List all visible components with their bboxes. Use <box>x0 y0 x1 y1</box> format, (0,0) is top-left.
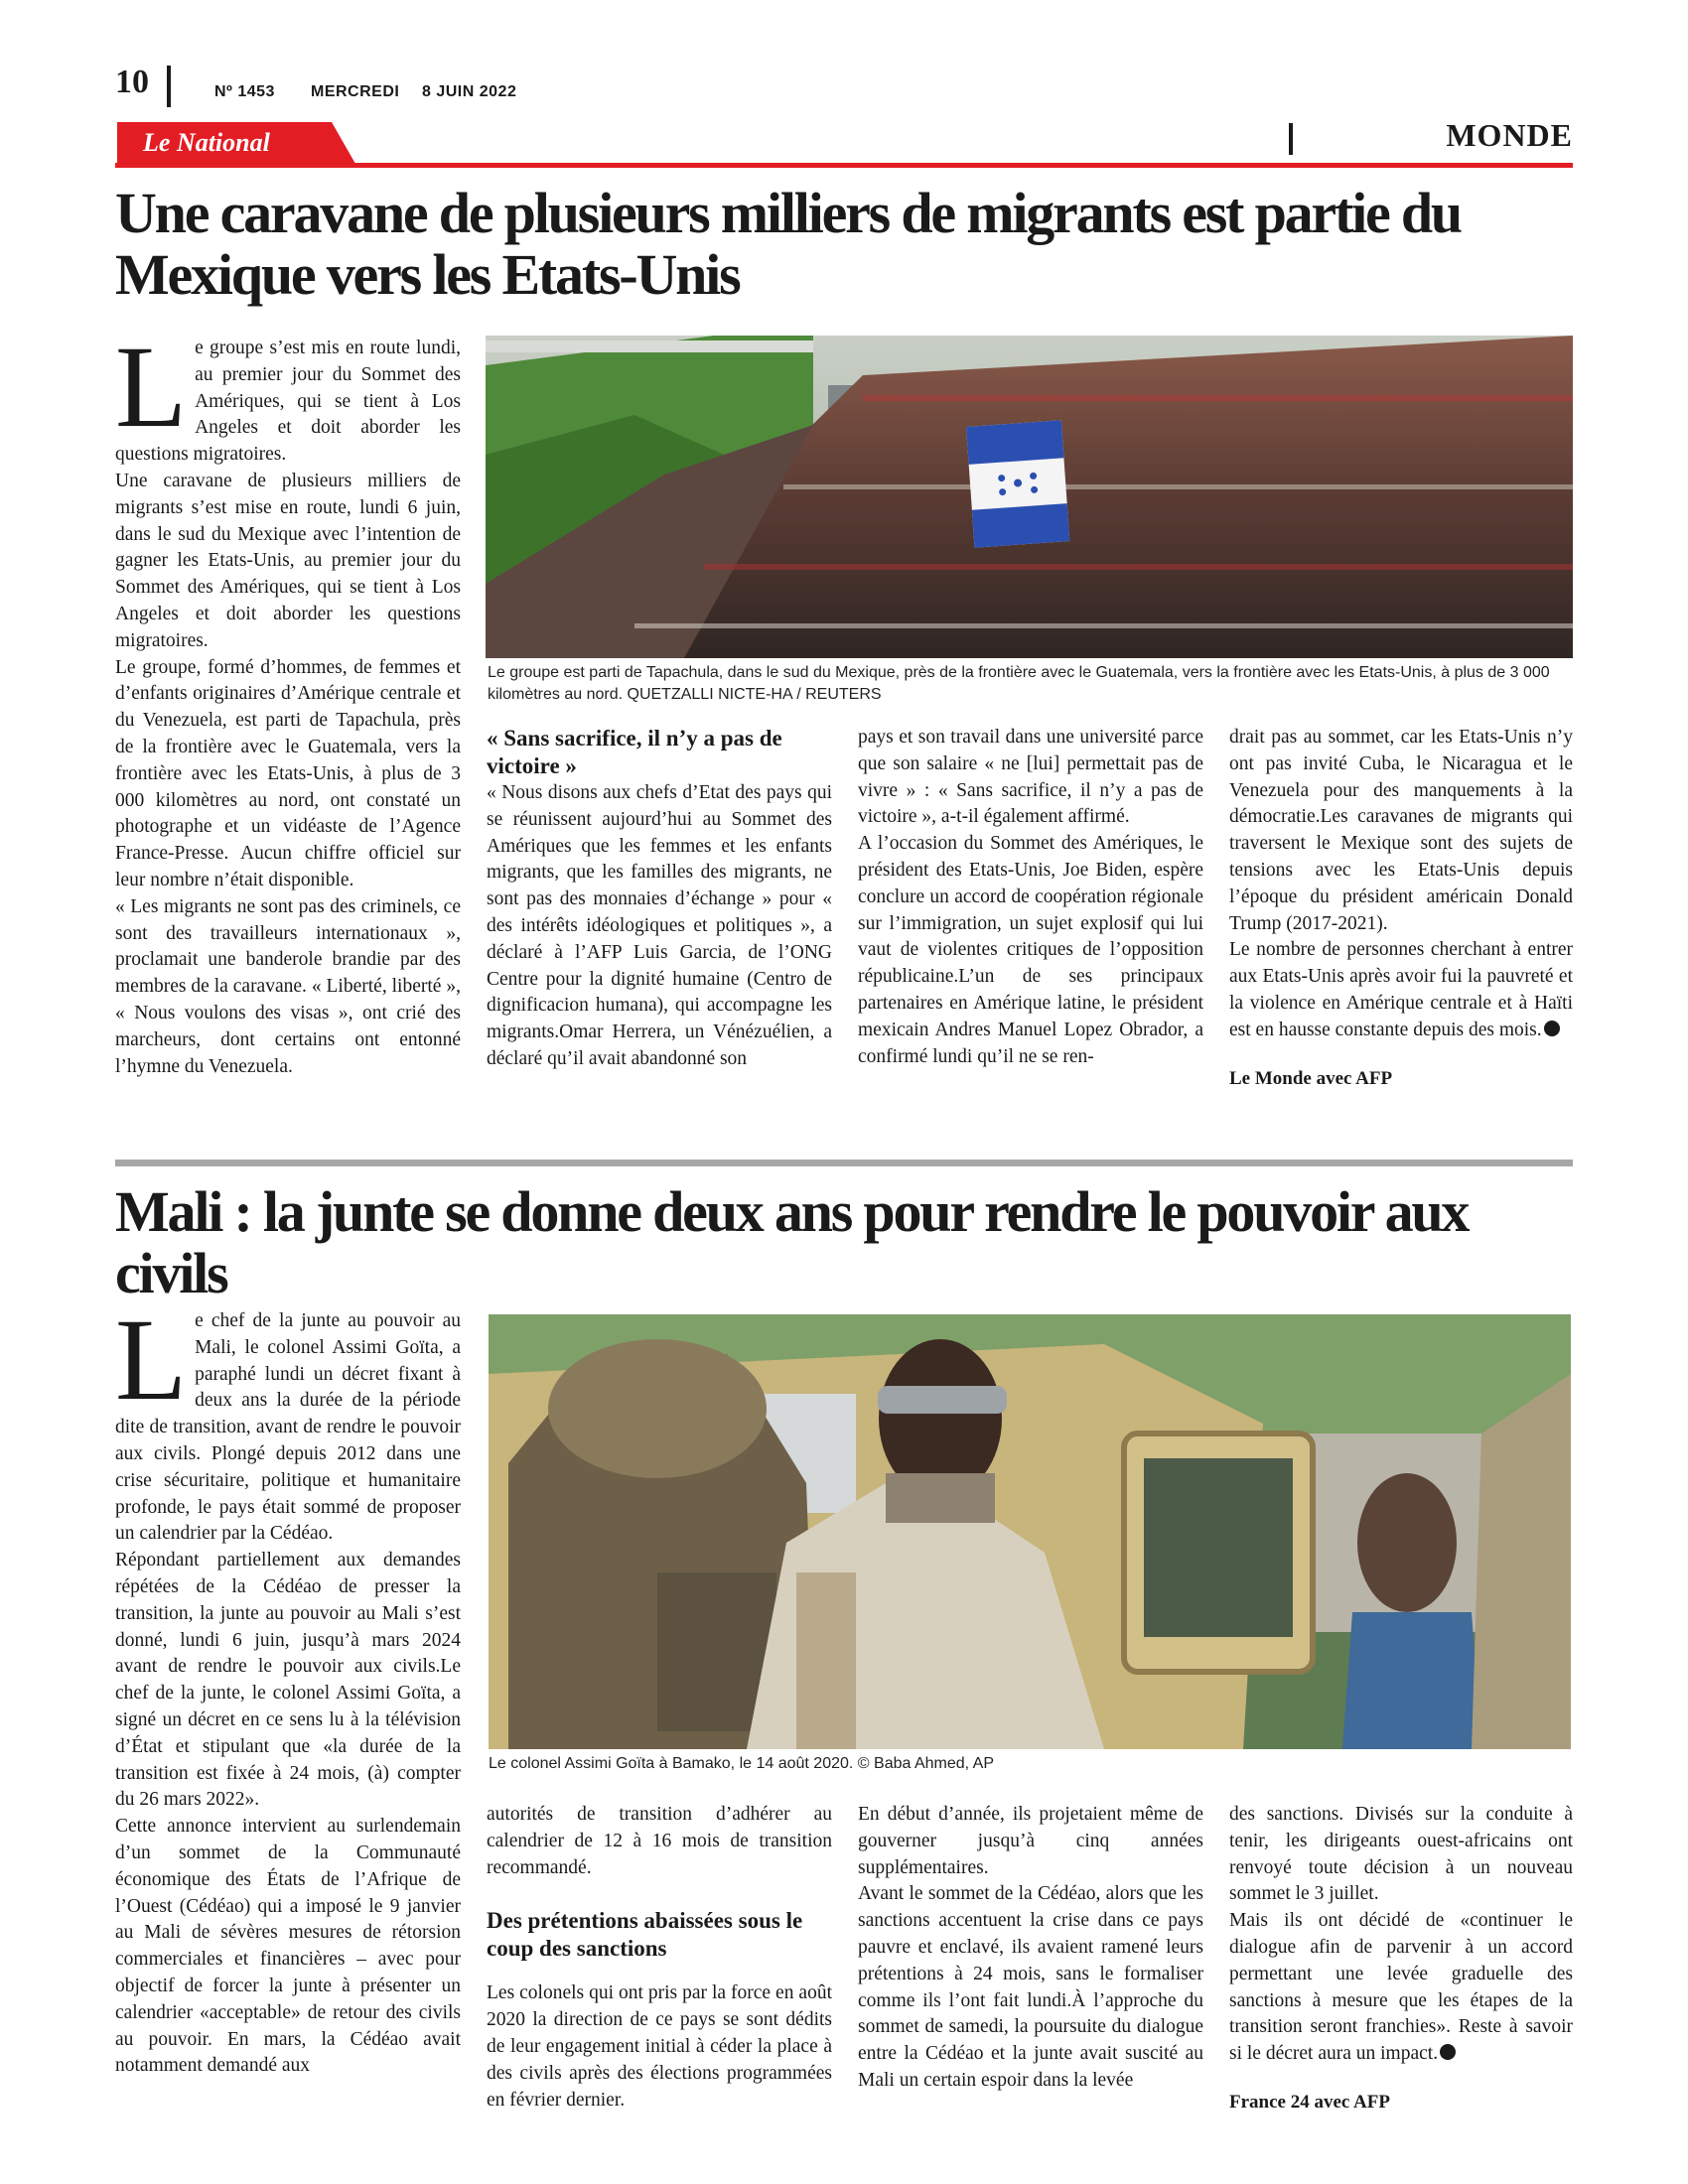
article2-paragraph: Répondant partiellement aux demandes répétées de la Cédéao de presser la transition, la junte au pouvoir au Mali s’est donné, lundi 6 juin, jusqu’à mars 2024 avant de rendre le pouvoir aux civils.Le chef de la junte, le colonel Assimi Goïta, a signé un décret en ce sens lu à la télévision d’État et stipulant que «la durée de la transition est fixée à 24 mois, (à) compter du 26 mars 2022». <box>115 1550 461 1811</box>
article2-subhead: Des prétentions abaissées sous le coup des sanctions <box>487 1908 803 1962</box>
header-rule <box>115 163 1573 168</box>
article2-column-3 <box>858 1802 1203 2095</box>
article2-paragraph: des sanctions. Divisés sur la conduite à tenir, les dirigeants ouest-africains ont renvoyé toute décision à un nouveau sommet le 3 juillet. <box>1229 1804 1573 1905</box>
article1-column-2 <box>487 725 832 1073</box>
article2-paragraph <box>115 1295 461 1548</box>
article1-column-1 <box>115 322 461 1080</box>
article1-headline: Une caravane de plusieurs milliers de migrants est partie du Mexique vers les Etats-Unis <box>115 181 1461 307</box>
section-divider <box>1289 123 1293 155</box>
end-mark-icon <box>1440 2044 1456 2060</box>
article2-column-1 <box>115 1295 461 2080</box>
paragraph-text: Mais ils ont décidé de «continuer le dialogue afin de parvenir à un accord permettant une levée graduelle des sanctions à mesure que les étapes de la transition seront franchies». Reste à savoir si le décret aura un impact. <box>1229 1910 1573 2065</box>
issue-day: MERCREDI <box>311 83 400 100</box>
header-divider <box>167 66 171 107</box>
article2-paragraph: En début d’année, ils projetaient même de gouverner jusqu’à cinq années supplémentaires. <box>858 1804 1203 1878</box>
drop-cap: L <box>115 1295 188 1425</box>
article1-subhead: « Sans sacrifice, il n’y a pas de victoire » <box>487 726 782 778</box>
article2-paragraph <box>1229 1908 1573 2068</box>
article2-paragraph: Avant le sommet de la Cédéao, alors que les sanctions accentuent la crise dans ce pays pauvre et enclavé, ils avaient ramené leurs prétentions à 24 mois, sans le formaliser comme ils l’ont fait lundi.À l’approche du sommet de samedi, la poursuite du dialogue entre la Cédéao et la junte avait suscité au Mali un certain espoir dans la levée <box>858 1883 1203 2091</box>
end-mark-icon <box>1544 1021 1560 1036</box>
article1-paragraph: drait pas au sommet, car les Etats-Unis n’y ont pas invité Cuba, le Nicaragua et le Venezuela pour des manquements à la démocratie.Les caravanes de migrants qui traversent le Mexique sont des sujets de tensions avec les Etats-Unis depuis l’époque du président américain Donald Trump (2017-2021). <box>1229 727 1573 934</box>
article2-paragraph: Les colonels qui ont pris par la force en août 2020 la direction de ce pays se sont dédits de leur engagement initial à céder la place à des civils après des élections programmées en février dernier. <box>487 1982 832 2111</box>
brand-logo: Le National <box>143 128 270 157</box>
paragraph-text: e chef de la junte au pouvoir au Mali, le colonel Assimi Goïta, a paraphé lundi un décret fixant à deux ans la durée de la période dite de transition, avant de rendre le pouvoir aux civils. Plongé depuis 2012 dans une crise sécuritaire, politique et humanitaire profonde, le pays était sommé de proposer un calendrier par la Cédéao. <box>115 1310 461 1545</box>
article2-signature: France 24 avec AFP <box>1229 2091 1390 2113</box>
issue-number: Nº 1453 <box>214 83 275 100</box>
article1-signature: Le Monde avec AFP <box>1229 1067 1393 1089</box>
article1-paragraph: Une caravane de plusieurs milliers de migrants s’est mise en route, lundi 6 juin, dans le sud du Mexique avec l’intention de gagner les Etats-Unis, au premier jour du Sommet des Amériques, qui se tient à Los Angeles et doit aborder les questions migratoires. <box>115 470 461 651</box>
article2-paragraph: autorités de transition d’adhérer au calendrier de 12 à 16 mois de transition recommandé. <box>487 1804 832 1878</box>
article1-column-3 <box>858 725 1203 1070</box>
article1-photo-caption: Le groupe est parti de Tapachula, dans le sud du Mexique, près de la frontière avec le Guatemala, vers la frontière avec les Etats-Unis, à plus de 3 000 kilomètres au nord. QUETZALLI NICTE-HA / REUTERS <box>488 664 1550 703</box>
article1-paragraph: Le groupe, formé d’hommes, de femmes et d’enfants originaires d’Amérique centrale et du Venezuela, est parti de Tapachula, près de la frontière avec le Guatemala, vers la frontière avec les Etats-Unis, à plus de 3 000 kilomètres au nord, ont constaté un photographe et un vidéaste de l’Agence France-Presse. Aucun chiffre officiel sur leur nombre n’était disponible. <box>115 656 461 890</box>
article1-paragraph <box>1229 937 1573 1043</box>
section-label: MONDE <box>1446 117 1573 153</box>
article-separator <box>115 1160 1573 1166</box>
issue-date: 8 JUIN 2022 <box>422 83 517 100</box>
drop-cap: L <box>115 322 188 452</box>
caravan-photo <box>486 336 1573 658</box>
colonel-photo <box>489 1314 1571 1749</box>
article2-photo-caption: Le colonel Assimi Goïta à Bamako, le 14 août 2020. © Baba Ahmed, AP <box>489 1755 994 1772</box>
article1-paragraph: « Nous disons aux chefs d’Etat des pays qui se réunissent aujourd’hui au Sommet des Amériques que les femmes et les enfants migrants, que les familles des migrants, ne sont pas des monnaies d’échange » pour « des intérêts idéologiques et politiques », a déclaré à l’AFP Luis Garcia, de l’ONG Centre pour la dignité humaine (Centro de dignificacion humana), qui accompagne les migrants.Omar Herrera, un Vénézuélien, a déclaré qu’il avait abandonné son <box>487 782 832 1069</box>
article1-paragraph: « Les migrants ne sont pas des criminels, ce sont des travailleurs internationaux », proclamait une banderole brandie par des membres de la caravane. « Liberté, liberté », « Nous voulons des visas », ont crié des marcheurs, dont certains ont entonné l’hymne du Venezuela. <box>115 895 461 1077</box>
article1-paragraph <box>115 322 461 469</box>
article2-column-2 <box>487 1802 832 2114</box>
article2-paragraph: Cette annonce intervient au surlendemain d’un sommet de la Communauté économique des États de l’Afrique de l’Ouest (Cédéao) qui a imposé le 9 janvier au Mali de sévères mesures de rétorsion commerciales et financières – avec pour objectif de forcer la junte à présenter un calendrier «acceptable» de retour des civils au pouvoir. En mars, la Cédéao avait notamment demandé aux <box>115 1816 461 2077</box>
article1-paragraph: A l’occasion du Sommet des Amériques, le président des Etats-Unis, Joe Biden, espère conclure un accord de coopération régionale sur l’immigration, un sujet explosif qui lui vaut de violentes critiques de l’opposition républicaine.L’un de ses principaux partenaires en Amérique latine, le président mexicain Andres Manuel Lopez Obrador, a confirmé lundi qu’il ne se ren- <box>858 833 1203 1067</box>
article2-headline: Mali : la junte se donne deux ans pour rendre le pouvoir aux civils <box>115 1179 1469 1305</box>
article2-column-4 <box>1229 1802 1573 2116</box>
paragraph-text: Le nombre de personnes cherchant à entrer aux Etats-Unis après avoir fui la pauvreté et la violence en Amérique centrale et à Haïti est en hausse constante depuis des mois. <box>1229 939 1573 1040</box>
page-number: 10 <box>115 64 149 100</box>
article1-column-4 <box>1229 725 1573 1092</box>
article1-paragraph: pays et son travail dans une université parce que son salaire « ne [lui] permettait pas de vivre » : « Sans sacrifice, il n’y a pas de victoire », a-t-il également affirmé. <box>858 727 1203 828</box>
paragraph-text: e groupe s’est mis en route lundi, au premier jour du Sommet des Amériques, qui se tient à Los Angeles et doit aborder les questions migratoires. <box>115 338 461 466</box>
